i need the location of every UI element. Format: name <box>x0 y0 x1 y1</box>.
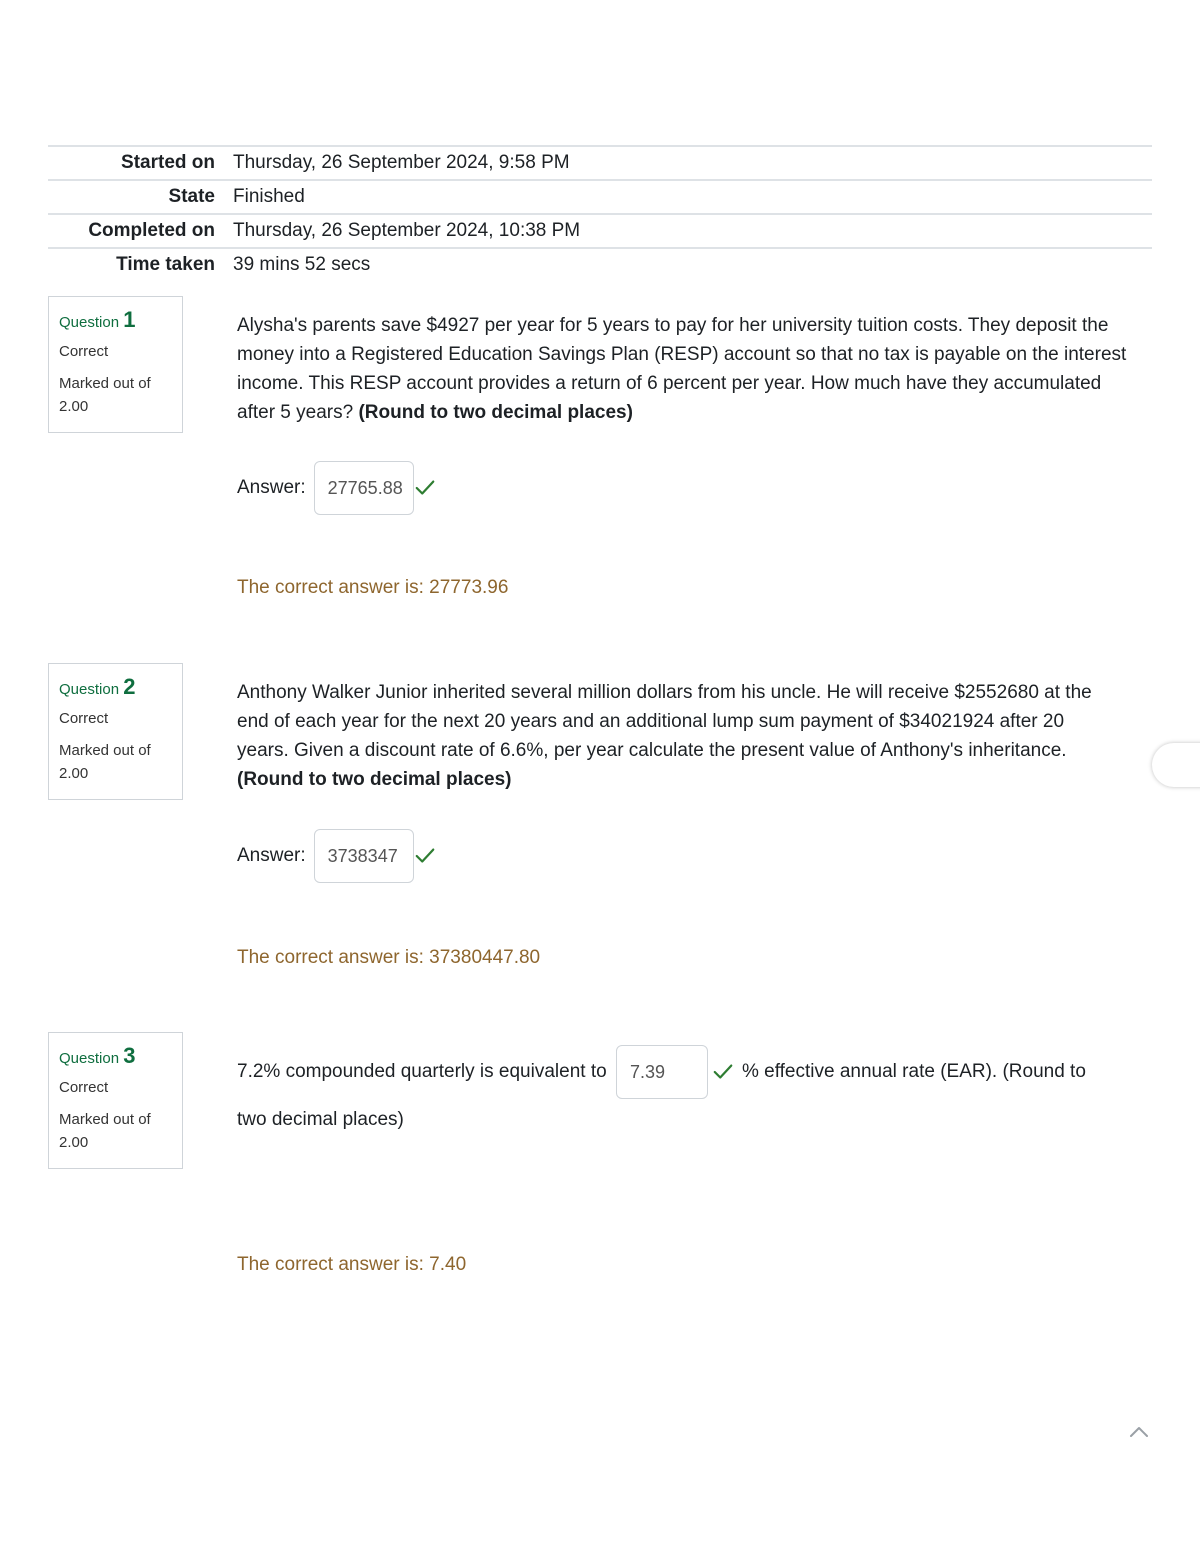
question-grade: Marked out of 2.00 <box>59 742 151 782</box>
drawer-toggle-tab[interactable] <box>1152 743 1200 787</box>
answer-input[interactable]: 27765.88 <box>314 461 414 515</box>
correct-answer-2: The correct answer is: 37380447.80 <box>237 947 541 968</box>
summary-label: Started on <box>121 152 215 173</box>
question-text: Anthony Walker Junior inherited several million dollars from his uncle. He will receive $2552680 at the end of each year for the next 20 years and an additional lump sum payment of $34021924 after 20 years. Given a discount rate of 6.6%, per year calculate the present value of Anthony's inheritance. <box>237 682 1092 761</box>
check-icon <box>712 1061 734 1083</box>
summary-value: 39 mins 52 secs <box>233 254 371 275</box>
question-number: 1 <box>123 307 136 332</box>
answer-input[interactable]: 7.39 <box>616 1045 708 1099</box>
question-instruction: (Round to two decimal places) <box>237 769 512 790</box>
answer-label: Answer: <box>237 845 306 866</box>
question-grade: Marked out of 2.00 <box>59 1111 151 1151</box>
correct-answer-1: The correct answer is: 27773.96 <box>237 577 509 598</box>
question-text-1 <box>237 311 1137 427</box>
summary-label: Time taken <box>116 254 215 275</box>
summary-label: Completed on <box>88 220 215 241</box>
summary-row-time-taken <box>48 247 1152 281</box>
question-state: Correct <box>59 1079 109 1096</box>
question-prefix: Question <box>59 681 120 698</box>
answer-row-2 <box>237 829 436 883</box>
answer-row-1 <box>237 461 436 515</box>
question-info-3 <box>48 1032 183 1169</box>
question-state: Correct <box>59 710 109 727</box>
question-info-1 <box>48 296 183 433</box>
question-text-after: % effective annual rate (EAR). (Round to two decimal places) <box>237 1061 1086 1130</box>
question-prefix: Question <box>59 314 120 331</box>
question-state: Correct <box>59 343 109 360</box>
question-text-2 <box>237 678 1117 794</box>
answer-label: Answer: <box>237 477 306 498</box>
question-info-2 <box>48 663 183 800</box>
question-text: Alysha's parents save $4927 per year for 5 years to pay for her university tuition costs. They deposit the money into a Registered Education Savings Plan (RESP) account so that no tax is payable on the interest income. This RESP account provides a return of 6 percent per year. How much have they accumulated after 5 years? <box>237 315 1127 423</box>
check-icon <box>414 845 436 867</box>
question-number-line <box>59 674 172 700</box>
attempt-summary-table <box>48 145 1152 281</box>
summary-label: State <box>168 186 215 207</box>
check-icon <box>414 477 436 499</box>
summary-value: Thursday, 26 September 2024, 9:58 PM <box>233 152 570 173</box>
answer-input[interactable]: 3738347 <box>314 829 414 883</box>
summary-row-state <box>48 179 1152 213</box>
summary-value: Thursday, 26 September 2024, 10:38 PM <box>233 220 581 241</box>
question-number-line <box>59 307 172 333</box>
summary-row-completed <box>48 213 1152 247</box>
summary-value: Finished <box>233 186 305 207</box>
question-prefix: Question <box>59 1050 120 1067</box>
summary-row-started <box>48 145 1152 179</box>
question-text-before: 7.2% compounded quarterly is equivalent to <box>237 1061 607 1083</box>
question-grade: Marked out of 2.00 <box>59 375 151 415</box>
chevron-up-icon[interactable] <box>1126 1420 1152 1444</box>
question-number-line <box>59 1043 172 1069</box>
question-text-3 <box>237 1045 1117 1141</box>
question-number: 2 <box>123 674 136 699</box>
question-instruction: (Round to two decimal places) <box>358 402 633 423</box>
correct-answer-3: The correct answer is: 7.40 <box>237 1254 467 1275</box>
question-number: 3 <box>123 1043 136 1068</box>
